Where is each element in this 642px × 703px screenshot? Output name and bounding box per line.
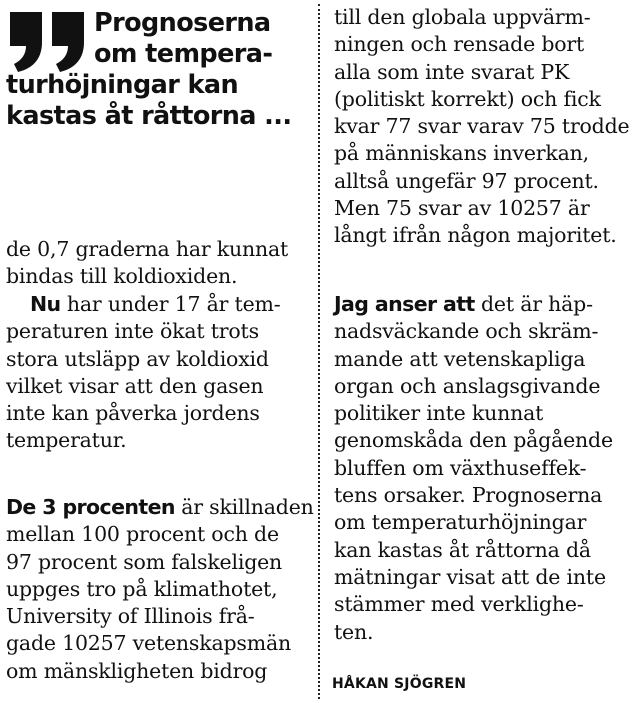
left-paragraph-2 [6,291,306,455]
text-line: Men 75 svar av 10257 är [334,196,590,221]
text-line: tens orsaker. Prognoserna [334,483,603,508]
text-line: långt ifrån någon majoritet. [334,223,617,248]
text-line: ningen och rensade bort [334,32,585,57]
text-line: stora utsläpp av koldioxid [6,346,269,371]
text-line: om temperaturhöjningar [334,510,587,535]
right-paragraph-2 [334,291,638,646]
text-line: ten. [334,619,374,644]
text-line: på människans inverkan, [334,141,589,166]
text-line: är skillnaden [174,495,314,519]
text-line: temperatur. [6,428,127,453]
text-line: mellan 100 procent och de [6,522,279,547]
right-paragraph-1 [334,4,638,250]
paragraph-lead: Nu [30,292,61,316]
pull-quote-line: turhöjningar kan [6,70,239,100]
paragraph-lead: Jag anser att [334,292,475,316]
text-line: alla som inte svarat PK [334,59,570,84]
text-line: uppges tro på klimathotet, [6,576,278,601]
text-line: mätningar visat att de inte [334,564,606,589]
text-line: organ och anslagsgivande [334,373,601,398]
text-line: kan kastas åt råttorna då [334,537,591,562]
text-line: de 0,7 graderna har kunnat [6,237,289,261]
pull-quote-line: om tempera- [94,39,273,69]
text-line: har under 17 år tem- [66,292,281,316]
text-line: peraturen inte ökat trots [6,319,259,344]
pull-quote-line: kastas åt råttorna ... [6,101,292,131]
left-paragraph-1 [6,236,306,291]
text-line: om mänskligheten bidrog [6,658,268,683]
text-line: alltså ungefär 97 procent. [334,168,599,193]
text-line: 97 procent som falskeligen [6,549,283,574]
text-line: bindas till koldioxiden. [6,264,238,289]
text-line: mande att vetenskapliga [334,346,586,371]
text-line: det är häp- [474,292,593,316]
text-line: vilket visar att den gasen [6,373,264,398]
text-line: nadsväckande och skräm- [334,319,599,344]
pull-quote-line: Prognoserna [94,8,271,38]
text-line: genomskåda den pågående [334,428,613,453]
left-paragraph-3 [6,494,314,685]
paragraph-lead: De 3 procenten [6,495,175,519]
author-byline: HÅKAN SJÖGREN [332,676,467,692]
text-line: (politiskt korrekt) och fick [334,86,601,111]
text-line: University of Illinois frå- [6,604,255,629]
text-line: bluffen om växthuseffek- [334,455,587,480]
pull-quote [6,8,302,132]
column-divider [318,4,320,699]
text-line: kvar 77 svar varav 75 trodde [334,114,630,139]
text-line: stämmer med verklighe- [334,592,584,617]
text-line: inte kan påverka jordens [6,401,260,426]
text-line: politiker inte kunnat [334,401,544,426]
text-line: gade 10257 vetenskapsmän [6,631,292,656]
text-line: till den globala uppvärm- [334,5,591,29]
